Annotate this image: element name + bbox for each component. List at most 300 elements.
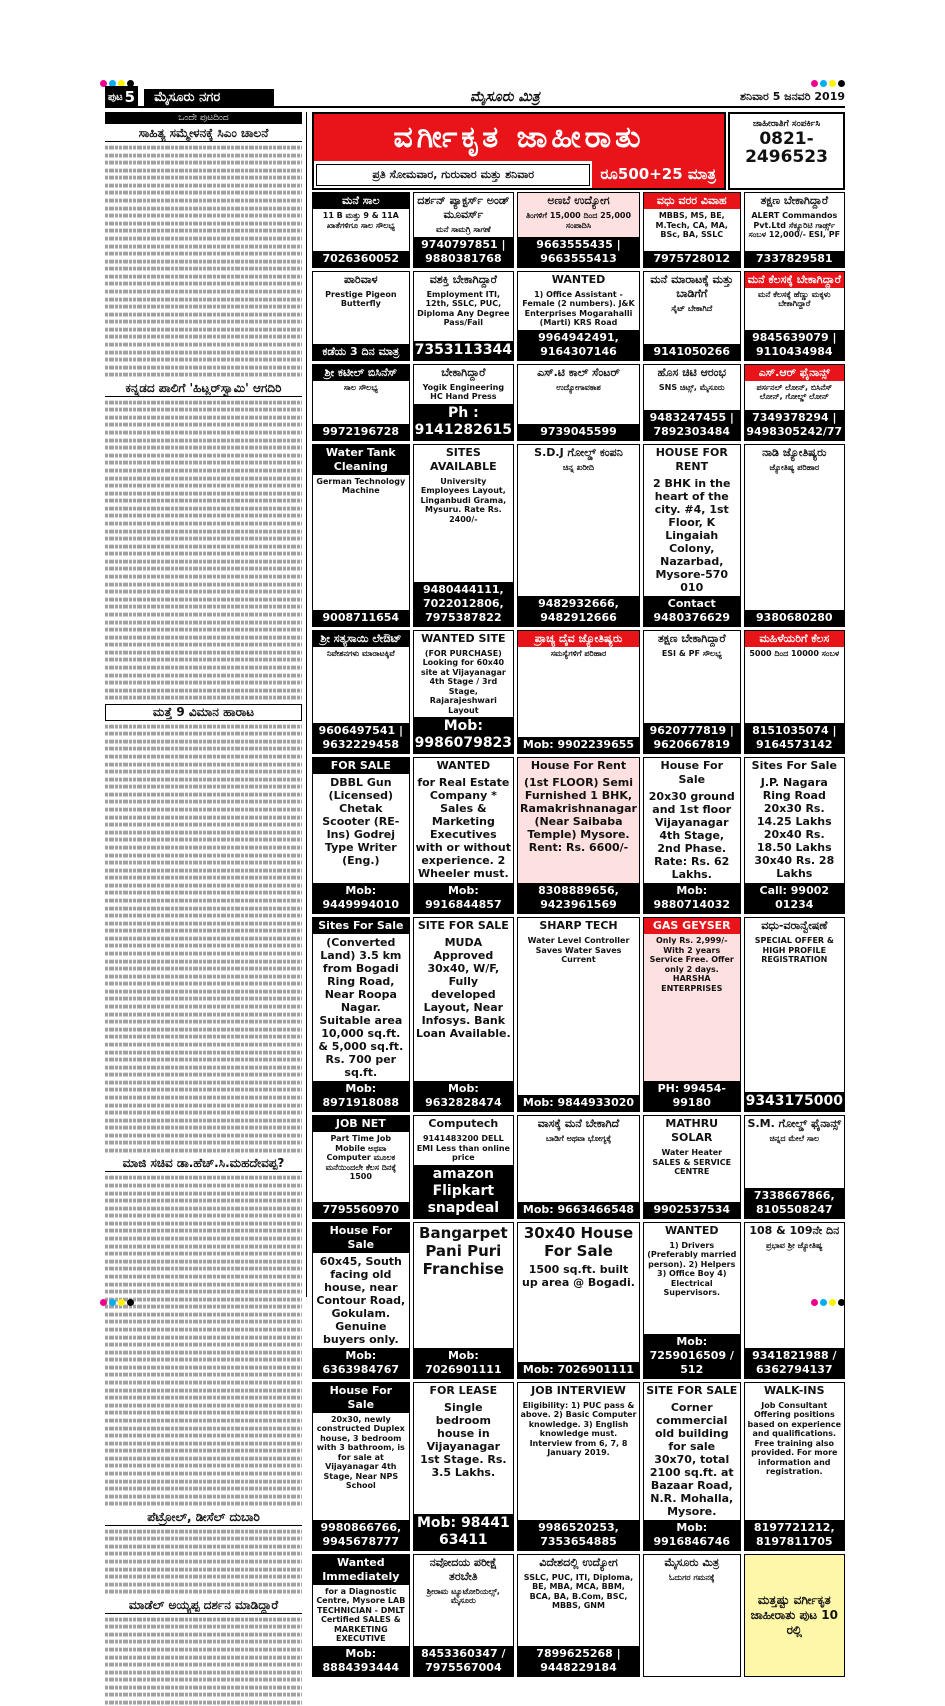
text-line <box>105 1118 302 1122</box>
text-line <box>105 312 302 316</box>
ad-body: J.P. Nagara Ring Road 20x30 Rs. 14.25 Lakhs 20x40 Rs. 18.50 Lakhs 30x40 Rs. 28 Lakhs <box>754 776 835 880</box>
ad-contact: Mob: 8971918088 <box>313 1081 409 1111</box>
text-line <box>105 1366 302 1370</box>
ad-title: WANTED <box>665 1223 719 1237</box>
text-line <box>105 1487 302 1491</box>
text-line <box>105 343 302 347</box>
news-column <box>105 112 307 1612</box>
text-line <box>105 191 302 195</box>
text-line <box>105 1575 302 1579</box>
text-line <box>105 1373 302 1377</box>
text-line <box>105 793 302 797</box>
ad-title: ಶ್ರೀ ಕಟೀಲ್ ಬಿಸಿನೆಸ್ <box>313 365 409 381</box>
text-line <box>105 199 302 203</box>
text-line <box>105 544 302 548</box>
ad-title: House For Rent <box>530 759 627 772</box>
ad-body: ಮತ್ತಷ್ಟು ವರ್ಗೀಕೃತ ಜಾಹೀರಾತು ಪುಟ 10 ರಲ್ಲಿ <box>750 1592 838 1637</box>
ad-body: SSLC, PUC, ITI, Diploma, BE, MBA, MCA, BBM, BCA, BA, B.Com, BSC, MBBS, GNM <box>523 1572 634 1610</box>
classified-ad <box>517 192 640 268</box>
page-header <box>105 88 845 108</box>
text-line <box>105 1633 302 1637</box>
story-body <box>105 1174 302 1507</box>
ad-body: Prestige Pigeon Butterfly <box>325 289 397 308</box>
ad-title: ಮನೆ ಮಾರಾಟಕ್ಕೆ ಮತ್ತು ಬಾಡಿಗೆಗೆ <box>650 272 734 300</box>
text-line <box>105 1426 302 1430</box>
classifieds-title: ವರ್ಗೀಕೃತ ಜಾಹೀರಾತು <box>314 114 724 161</box>
contact-label: ಜಾಹೀರಾತಿಗೆ ಸಂಪರ್ಕಿಸಿ <box>752 119 821 129</box>
text-line <box>105 1282 302 1286</box>
story-headline: ಮತ್ತೆ 9 ವಿಮಾನ ಹಾರಾಟ <box>105 704 302 721</box>
text-line <box>105 1065 302 1069</box>
ad-title: MATHRU SOLAR <box>665 1117 719 1144</box>
ad-title: ವಧು ವರರ ವಿವಾಹ <box>644 193 740 209</box>
ad-body: German Technology Machine <box>316 476 406 495</box>
text-line <box>105 537 302 541</box>
classified-ad <box>312 1554 410 1677</box>
ad-title: ನಾಡಿ ಜ್ಯೋತಿಷ್ಯರು <box>762 445 827 459</box>
text-line <box>105 1545 302 1549</box>
text-line <box>105 1350 302 1354</box>
contact-number: 2496523 <box>745 147 828 167</box>
text-line <box>105 1537 302 1541</box>
text-line <box>105 1328 302 1332</box>
story-list <box>105 126 302 1706</box>
ad-body: Job Consultant Offering positions based on experience and qualifications. Free training also provided. For more information and registration. <box>747 1400 842 1476</box>
ad-body: SNS ಚಿಟ್ಸ್, ಮೈಸೂರು <box>658 382 725 392</box>
text-line <box>105 883 302 887</box>
story-headline: ಕನ್ನಡದ ಪಾಲಿಗೆ 'ಹಿಟ್ಲರ್‌ಸ್ವಾಮಿ' ಆಗದಿರಿ <box>105 381 302 397</box>
text-line <box>105 423 302 427</box>
text-line <box>105 358 302 362</box>
contact-code: 0821- <box>759 129 814 149</box>
text-line <box>105 446 302 450</box>
ad-contact: Mob: 98441 63411 <box>414 1514 513 1550</box>
continued-kicker: ಒಂದೇ ಪುಟದಿಂದ <box>105 112 302 124</box>
text-line <box>105 1020 302 1024</box>
text-line <box>105 1648 302 1652</box>
ad-title: House For Sale <box>313 1223 409 1253</box>
story-body <box>105 144 302 379</box>
ad-body: (Converted Land) 3.5 km from Bogadi Ring Road, Near Roopa Nagar. Suitable area 10,000 sq.ft. & 5,000 sq.ft. Rs. 700 per sq.ft. <box>318 936 404 1079</box>
ad-contact: Mob: 9632828474 <box>414 1081 513 1111</box>
text-line <box>105 252 302 256</box>
ad-title: 30x40 House For Sale <box>523 1223 634 1260</box>
ad-body: Water Level Controller Saves Water Saves Current <box>527 936 630 964</box>
story-headline: ಪೆಟ್ರೋಲ್, ಡೀಸೆಲ್ ದುಬಾರಿ <box>105 1510 302 1526</box>
text-line <box>105 732 302 736</box>
ad-body: 2 BHK in the heart of the city. #4, 1st Floor, K Lingaiah Colony, Nazarbad, Mysore-570 010 <box>653 476 731 594</box>
ad-body: for a Diagnostic Centre, Mysore LAB TECHNICIAN - DMLT Certified SALES & MARKETING EXECUTIVE <box>316 1586 406 1643</box>
ad-title: WALK-INS <box>764 1383 825 1397</box>
story-headline: ಮಾಜಿ ಸಚಿವ ಡಾ.ಹೆಚ್.ಸಿ.ಮಹದೇವಪ್ಪ? <box>105 1156 302 1172</box>
text-line <box>105 1396 302 1400</box>
ad-title: SHARP TECH <box>539 919 618 932</box>
ad-title: Sites For Sale <box>751 759 837 772</box>
text-line <box>105 785 302 789</box>
text-line <box>105 1686 302 1690</box>
ad-contact: Contact 9480376629 <box>644 596 740 626</box>
ad-title: ಶ್ರೀ ಸತ್ಯಸಾಯಿ ಲೇಔಟ್ <box>313 631 409 647</box>
text-line <box>105 1590 302 1594</box>
ad-body: 60x45, South facing old house, near Contour Road, Gokulam. Genuine buyers only. <box>316 1254 406 1346</box>
classified-ad <box>413 917 514 1112</box>
ad-body: ಸಾಲ ಸೌಲಭ್ಯ <box>343 382 378 392</box>
ad-title: ಮನೆ ಸಾಲ <box>313 193 409 209</box>
text-line <box>105 400 302 404</box>
text-line <box>105 914 302 918</box>
text-line <box>105 1343 302 1347</box>
text-line <box>105 1073 302 1077</box>
ad-title: ನವೋದಯ ಪರೀಕ್ಷೆ ತರಬೇತಿ <box>429 1555 498 1583</box>
text-line <box>105 658 302 662</box>
ad-title: Computech <box>428 1117 499 1130</box>
text-line <box>105 1275 302 1279</box>
text-line <box>105 1693 302 1697</box>
ad-contact: 9620777819 | 9620667819 <box>644 723 740 753</box>
ad-contact: 7353113344 <box>414 341 513 358</box>
text-line <box>105 506 302 510</box>
text-line <box>105 146 302 150</box>
ad-title: ಮನೆ ಕೆಲಸಕ್ಕೆ ಬೇಕಾಗಿದ್ದಾರೆ <box>745 272 844 288</box>
text-line <box>105 431 302 435</box>
ad-contact: 8308889656, 9423961569 <box>518 883 639 913</box>
ad-contact: 9740797851 | 9880381768 <box>414 237 513 267</box>
ad-body: ESI & PF ಸೌಲಭ್ಯ <box>661 648 722 658</box>
classified-ad <box>312 271 410 361</box>
classified-ad <box>312 444 410 627</box>
ad-body: Employment ITI, 12th, SSLC, PUC, Diploma Any Degree Pass/Fail <box>417 289 510 327</box>
text-line <box>105 1494 302 1498</box>
text-line <box>105 560 302 564</box>
ad-contact: 7026360052 <box>313 251 409 267</box>
ad-title: Bangarpet Pani Puri Franchise <box>419 1223 508 1278</box>
text-line <box>105 1403 302 1407</box>
classified-ad <box>413 271 514 361</box>
text-line <box>105 1290 302 1294</box>
classified-ad <box>643 364 741 441</box>
text-line <box>105 590 302 594</box>
text-line <box>105 1035 302 1039</box>
ad-body: ಮನೆ ಕೆಲಸಕ್ಕೆ ಹೆಣ್ಣು ಮಕ್ಕಳು ಬೇಕಾಗಿದ್ದಾರೆ <box>758 289 831 308</box>
classified-ad <box>744 192 845 268</box>
text-line <box>105 1663 302 1667</box>
color-dots-right <box>811 80 845 88</box>
ad-body: ಜ್ಯೋತಿಷ್ಯ ಪರಿಹಾರ <box>769 462 820 472</box>
ad-title: ವಿದೇಶದಲ್ಲಿ ಉದ್ಯೋಗ <box>539 1555 618 1569</box>
text-line <box>105 808 302 812</box>
text-line <box>105 438 302 442</box>
text-line <box>105 1449 302 1453</box>
classified-ad <box>413 1382 514 1551</box>
classified-ad <box>413 757 514 914</box>
classified-ad <box>643 630 741 755</box>
classified-ad <box>744 1382 845 1551</box>
text-line <box>105 1081 302 1085</box>
text-line <box>105 724 302 728</box>
classified-ad <box>643 444 741 627</box>
text-line <box>105 929 302 933</box>
ad-contact: 9482932666, 9482912666 <box>518 596 639 626</box>
text-line <box>105 1206 302 1210</box>
text-line <box>105 681 302 685</box>
text-line <box>105 1259 302 1263</box>
ad-title: JOB INTERVIEW <box>531 1383 626 1397</box>
ad-contact: Mob: 9916846746 <box>644 1520 740 1550</box>
text-line <box>105 582 302 586</box>
text-line <box>105 650 302 654</box>
ad-title: ಅಣಬೆ ಉದ್ಯೋಗ <box>547 194 610 207</box>
ad-contact: 9964942491, 9164307146 <box>518 330 639 360</box>
ad-contact: PH: 99454-99180 <box>644 1081 740 1111</box>
ad-title: House For Sale <box>313 1383 409 1413</box>
classified-ad <box>517 917 640 1112</box>
text-line <box>105 1141 302 1145</box>
text-line <box>105 959 302 963</box>
text-line <box>105 1419 302 1423</box>
text-line <box>105 575 302 579</box>
ad-title: FOR LEASE <box>429 1383 498 1397</box>
classified-ad <box>312 364 410 441</box>
text-line <box>105 282 302 286</box>
classified-ad <box>643 271 741 361</box>
classified-ad <box>413 1554 514 1677</box>
text-line <box>105 267 302 271</box>
classified-ad <box>744 917 845 1112</box>
ad-contact: 9483247455 | 7892303484 <box>644 410 740 440</box>
text-line <box>105 1088 302 1092</box>
ad-body: 20x30 ground and 1st floor Vijayanagar 4th Stage, 2nd Phase. Rate: Rs. 62 Lakhs. <box>648 790 735 881</box>
page-number: 5 <box>124 88 136 106</box>
classified-ad <box>744 444 845 627</box>
text-line <box>105 161 302 165</box>
ad-body: MBBS, MS, BE, M.Tech, CA, MA, BSc, BA, SSLC <box>655 211 728 239</box>
text-line <box>105 868 302 872</box>
ad-body: Only Rs. 2,999/- With 2 years Service Free. Offer only 2 days. HARSHA ENTERPRISES <box>649 936 734 993</box>
text-line <box>105 1012 302 1016</box>
classified-ad <box>312 757 410 914</box>
text-line <box>105 1320 302 1324</box>
text-line <box>105 1335 302 1339</box>
story-headline: ಮಾಡೆಲ್ ಅಯ್ಯಪ್ಪ ದರ್ಶನ ಮಾಡಿದ್ದಾರೆ <box>105 1598 302 1614</box>
text-line <box>105 297 302 301</box>
text-line <box>105 274 302 278</box>
ad-contact: Mob: 9986079823 <box>414 718 513 751</box>
ad-contact-box <box>728 112 845 190</box>
text-line <box>105 1149 302 1153</box>
ad-body: ಸೈಟ್ ಬೇಕಾಗಿದೆ <box>671 303 713 313</box>
text-line <box>105 1678 302 1682</box>
text-line <box>105 1103 302 1107</box>
ad-title: ಹೊಸ ಚಿಟಿ ಆರಂಭ <box>657 365 727 379</box>
ad-title: SITE FOR SALE <box>646 1383 738 1397</box>
text-line <box>105 499 302 503</box>
text-line <box>105 823 302 827</box>
ad-body: 1) Office Assistant - Female (2 numbers). J&K Enterprises Mogarahalli (Marti) KRS Road <box>522 289 635 327</box>
ad-contact: 9480444111, 7022012806, 7975387822 <box>414 582 513 626</box>
ad-title: JOB NET <box>313 1116 409 1132</box>
text-line <box>105 861 302 865</box>
classified-ad <box>312 1382 410 1551</box>
ad-contact: 9980866766, 9945678777 <box>313 1520 409 1550</box>
text-line <box>105 1479 302 1483</box>
classified-ad <box>312 1115 410 1219</box>
text-line <box>105 365 302 369</box>
text-line <box>105 876 302 880</box>
text-line <box>105 755 302 759</box>
publication-days: ಪ್ರತಿ ಸೋಮವಾರ, ಗುರುವಾರ ಮತ್ತು ಶನಿವಾರ <box>316 164 590 186</box>
text-line <box>105 529 302 533</box>
text-line <box>105 350 302 354</box>
ad-body: ಚಿನ್ನದ ಮೇಲೆ ಸಾಲ <box>769 1134 820 1143</box>
ad-title: WANTED SITE <box>421 631 506 645</box>
text-line <box>105 1229 302 1233</box>
classified-ad <box>744 1115 845 1219</box>
ad-body: 11 B ಮತ್ತು 9 & 11A ಖಾತೆಗಳಿಗೂ ಸಾಲ ಸೌಲಭ್ಯ <box>322 211 399 230</box>
text-line <box>105 1411 302 1415</box>
ad-contact: Mob: 7026901111 <box>414 1348 513 1378</box>
text-line <box>105 800 302 804</box>
ad-title: S.D.J ಗೋಲ್ಡ್ ಕಂಪನಿ <box>534 445 623 459</box>
ad-body: Corner commercial old building for sale 30x70, total 2100 sq.ft. at Bazaar Road, N.R. Mohalla, Mysore. <box>649 1400 734 1518</box>
ad-contact: 9986520253, 7353654885 <box>518 1520 639 1550</box>
text-line <box>105 1529 302 1533</box>
text-line <box>105 921 302 925</box>
text-line <box>105 974 302 978</box>
registration-marks-top <box>100 80 845 88</box>
text-line <box>105 476 302 480</box>
text-line <box>105 1502 302 1506</box>
classified-ad <box>744 630 845 755</box>
text-line <box>105 770 302 774</box>
classified-ad <box>413 192 514 268</box>
ad-body: DBBL Gun (Licensed) Chetak Scooter (RE-Ins) Godrej Type Writer (Eng.) <box>322 776 400 867</box>
ad-contact: 7349378294 | 9498305242/77 <box>746 410 843 438</box>
classified-ad <box>643 757 741 914</box>
ad-contact: Mob: 9902239655 <box>518 737 639 753</box>
text-line <box>105 688 302 692</box>
text-line <box>105 416 302 420</box>
text-line <box>105 461 302 465</box>
classified-ad <box>643 192 741 268</box>
text-line <box>105 944 302 948</box>
text-line <box>105 1560 302 1564</box>
text-line <box>105 153 302 157</box>
ad-body: 5000 ದಿಂದ 10000 ಸಂಬಳ <box>749 648 840 658</box>
text-line <box>105 484 302 488</box>
ad-body: SPECIAL OFFER & HIGH PROFILE REGISTRATION <box>754 936 834 964</box>
text-line <box>105 1567 302 1571</box>
text-line <box>105 628 302 632</box>
text-line <box>105 244 302 248</box>
ad-body: ಬಾಡಿಗೆ ಅಥವಾ ಭೋಗ್ಯಕ್ಕೆ <box>545 1134 612 1143</box>
ad-contact: Mob: 9880714032 <box>644 883 740 913</box>
classified-ad <box>744 757 845 914</box>
classified-ad <box>517 364 640 441</box>
classified-ad <box>517 757 640 914</box>
ad-title: GAS GEYSER <box>644 918 740 934</box>
ad-contact: 7899625268 | 9448229184 <box>518 1646 639 1676</box>
ad-contact: 9972196728 <box>313 424 409 440</box>
ad-body: ಓದುಗರ ಗಮನಕ್ಕೆ <box>669 1572 715 1582</box>
text-line <box>105 1214 302 1218</box>
text-line <box>105 335 302 339</box>
story-body <box>105 1528 302 1596</box>
ad-title: ವಾಸಕ್ಕೆ ಮನೆ ಬೇಕಾಗಿದೆ <box>537 1117 620 1130</box>
ad-contact: Mob: 9663466548 <box>518 1202 639 1218</box>
text-line <box>105 1184 302 1188</box>
text-line <box>105 229 302 233</box>
text-line <box>105 1191 302 1195</box>
ad-contact: Mob: 6363984767 <box>313 1348 409 1378</box>
text-line <box>105 666 302 670</box>
classifieds-banner <box>312 112 726 190</box>
classified-ad <box>312 192 410 268</box>
ad-title: HOUSE FOR RENT <box>655 445 728 473</box>
text-line <box>105 997 302 1001</box>
ad-body: ಪ್ರಭಾವ ಶ್ರೀ ಜ್ಯೋತಿಷ್ಯ <box>766 1240 823 1250</box>
text-line <box>105 1388 302 1392</box>
ad-title: ಎಸ್.ಆರ್ ಫೈನಾನ್ಸ್ <box>745 365 844 381</box>
ad-contact: 8151035074 | 9164573142 <box>745 723 844 753</box>
ad-body: 9141483200 DELL EMI Less than online price <box>416 1134 510 1162</box>
ad-body: ಉದ್ಯೋಗಾವಕಾಶ <box>556 382 601 392</box>
text-line <box>105 605 302 609</box>
ad-contact: amazon Flipkart snapdeal <box>414 1165 513 1218</box>
ad-title: ಪ್ರಾಚ್ಯ ದೈವ ಜ್ಯೋತಿಷ್ಯರು <box>518 631 639 647</box>
ad-body: Yogik Engineering HC Hand Press <box>422 382 505 401</box>
ad-contact: Call: 99002 01234 <box>745 883 844 913</box>
classified-ad <box>643 917 741 1112</box>
text-line <box>105 830 302 834</box>
ad-contact: Mob: 9916844857 <box>414 883 513 913</box>
ad-title: S.M. ಗೋಲ್ಡ್ ಫೈನಾನ್ಸ್ <box>747 1117 842 1130</box>
text-line <box>105 1050 302 1054</box>
text-line <box>105 967 302 971</box>
text-line <box>105 853 302 857</box>
ad-body: (1st FLOOR) Semi Furnished 1 BHK, Ramakrishnanagar (Near Saibaba Temple) Mysore. Rent: Rs. 6600/- <box>520 776 637 854</box>
text-line <box>105 1058 302 1062</box>
text-line <box>105 1222 302 1226</box>
classified-ad <box>643 1115 741 1219</box>
text-line <box>105 1267 302 1271</box>
classified-ad <box>413 444 514 627</box>
ad-contact: 9341821988 / 6362794137 <box>745 1348 844 1378</box>
classified-ads-grid <box>312 192 845 1674</box>
ad-title: SITE FOR SALE <box>417 919 509 932</box>
ad-contact: 9663555435 | 9663555413 <box>518 237 639 267</box>
text-line <box>105 1472 302 1476</box>
text-line <box>105 1456 302 1460</box>
ad-title: WANTED <box>551 272 606 286</box>
text-line <box>105 952 302 956</box>
text-line <box>105 906 302 910</box>
text-line <box>105 214 302 218</box>
classified-ad <box>744 1554 845 1677</box>
ad-contact: 9008711654 <box>313 610 409 626</box>
ad-title: ವಶಕ್ತಿ ಬೇಕಾಗಿದ್ದಾರೆ <box>429 272 497 286</box>
text-line <box>105 990 302 994</box>
text-line <box>105 777 302 781</box>
text-line <box>105 522 302 526</box>
text-line <box>105 237 302 241</box>
ad-body: ಮನೆ ಸಾಮಗ್ರಿ ಸಾಗಣೆ <box>436 225 491 234</box>
text-line <box>105 937 302 941</box>
text-line <box>105 1625 302 1629</box>
ad-contact: 7795560970 <box>313 1202 409 1218</box>
ad-body: ಪರ್ಸನಲ್ ಲೋನ್, ಬಿಸಿನೆಸ್ ಲೋನ್, ಗೋಲ್ಡ್ ಲೋನ್ <box>756 382 833 401</box>
classified-ad <box>744 364 845 441</box>
ad-contact: 9845639079 | 9110434984 <box>745 330 844 360</box>
